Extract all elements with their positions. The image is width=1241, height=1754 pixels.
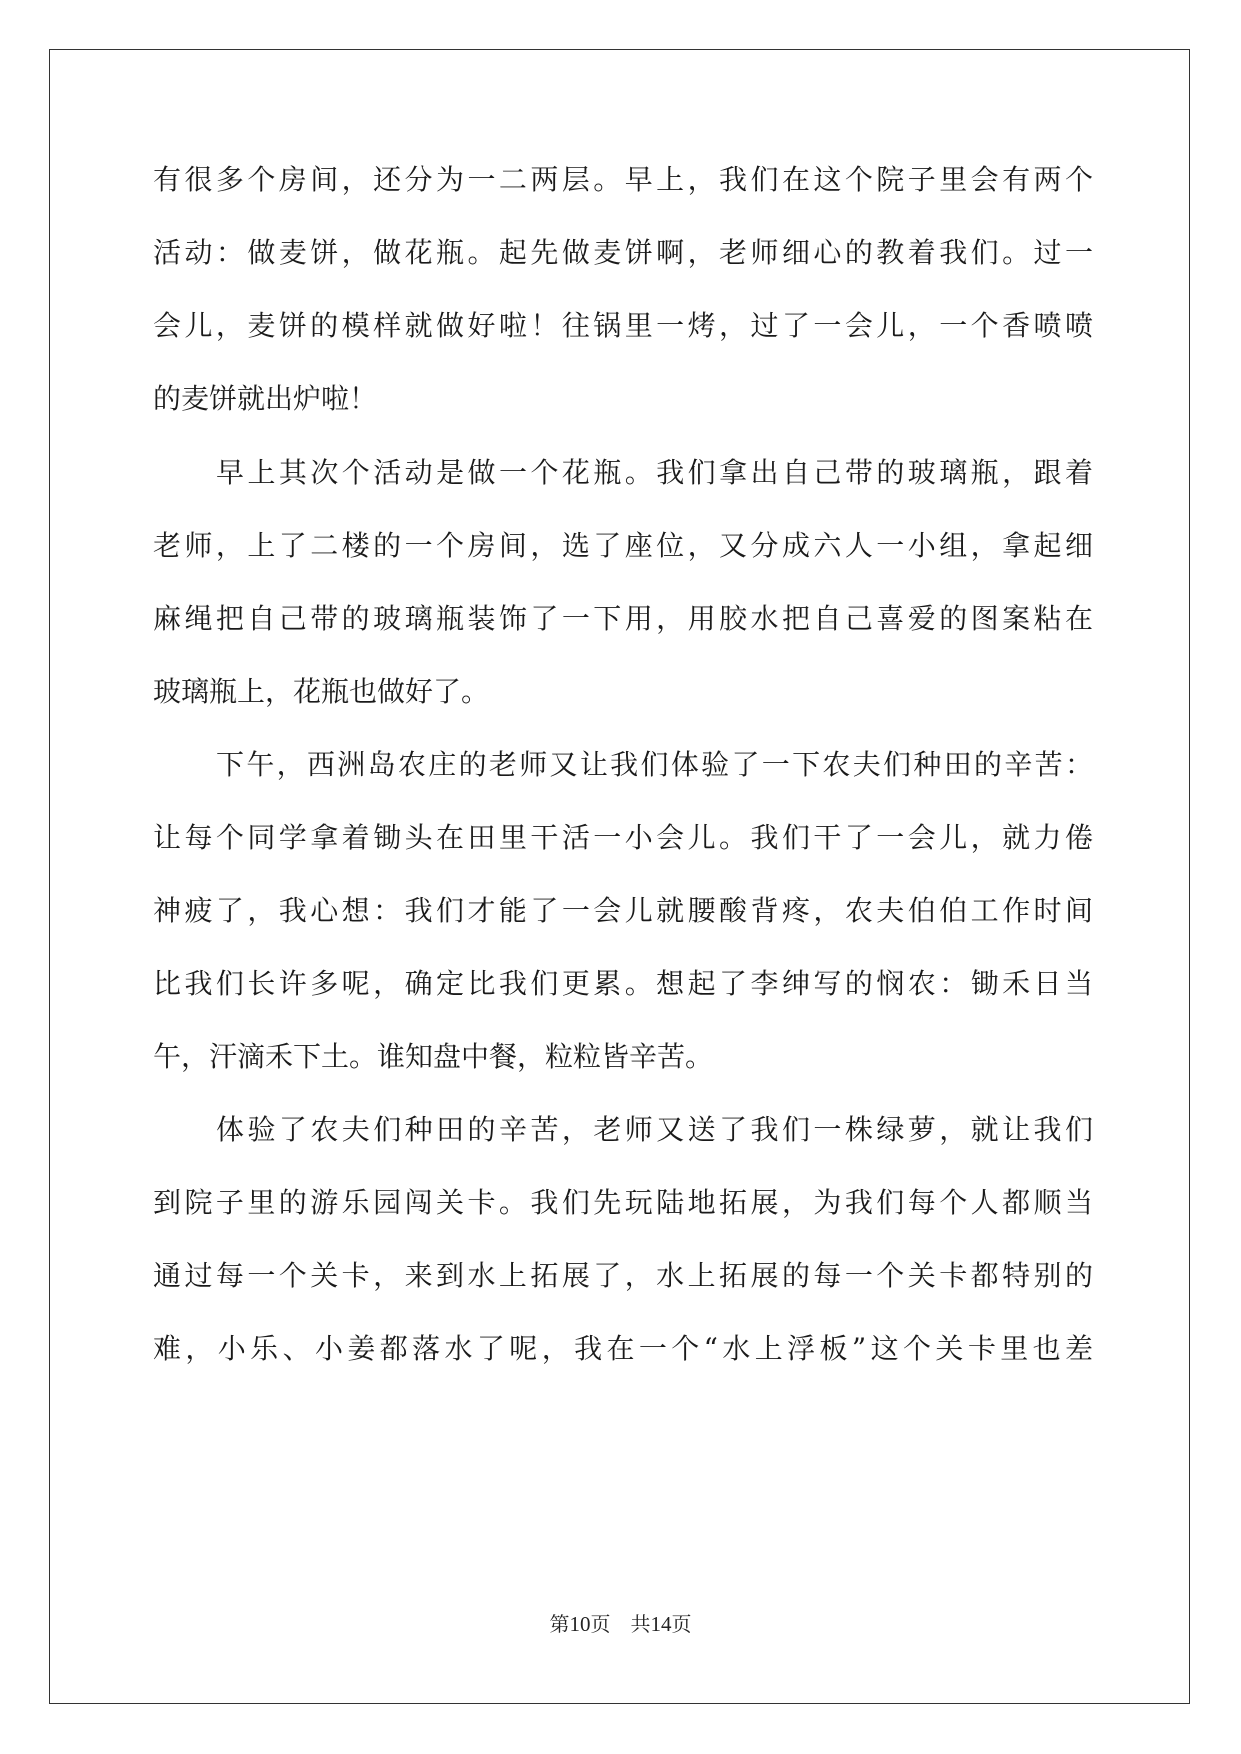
paragraph-first-line: 体验了农夫们种田的辛苦，老师又送了我们一株绿萝，就让我们 bbox=[216, 1113, 1093, 1146]
text-line: 到院子里的游乐园闯关卡。我们先玩陆地拓展，为我们每个人都顺当 bbox=[153, 1186, 1093, 1219]
text-line: 有很多个房间，还分为一二两层。早上，我们在这个院子里会有两个 bbox=[153, 163, 1093, 196]
total-label-prefix: 共 bbox=[630, 1612, 651, 1636]
page-border bbox=[49, 49, 1190, 1704]
total-page-count: 14 bbox=[650, 1612, 672, 1636]
text-line: 活动：做麦饼，做花瓶。起先做麦饼啊，老师细心的教着我们。过一 bbox=[153, 236, 1093, 269]
current-page-number: 10 bbox=[569, 1612, 591, 1636]
text-line: 通过每一个关卡，来到水上拓展了，水上拓展的每一个关卡都特别的 bbox=[153, 1259, 1093, 1292]
text-line: 午，汗滴禾下土。谁知盘中餐，粒粒皆辛苦。 bbox=[153, 1040, 714, 1073]
page-footer bbox=[0, 1612, 1241, 1636]
text-line: 神疲了，我心想：我们才能了一会儿就腰酸背疼，农夫伯伯工作时间 bbox=[153, 894, 1093, 927]
paragraph-first-line: 下午，西洲岛农庄的老师又让我们体验了一下农夫们种田的辛苦： bbox=[216, 748, 1093, 781]
text-line: 比我们长许多呢，确定比我们更累。想起了李绅写的悯农：锄禾日当 bbox=[153, 967, 1093, 1000]
text-line: 的麦饼就出炉啦！ bbox=[153, 382, 378, 415]
total-label-suffix: 页 bbox=[671, 1612, 692, 1636]
text-line: 难，小乐、小姜都落水了呢，我在一个“水上浮板”这个关卡里也差 bbox=[153, 1332, 1093, 1365]
page-label-suffix: 页 bbox=[590, 1612, 611, 1636]
text-line: 会儿，麦饼的模样就做好啦！往锅里一烤，过了一会儿，一个香喷喷 bbox=[153, 309, 1093, 342]
page-label-prefix: 第 bbox=[549, 1612, 570, 1636]
text-line: 麻绳把自己带的玻璃瓶装饰了一下用，用胶水把自己喜爱的图案粘在 bbox=[153, 602, 1093, 635]
paragraph-first-line: 早上其次个活动是做一个花瓶。我们拿出自己带的玻璃瓶，跟着 bbox=[216, 456, 1093, 489]
text-line: 玻璃瓶上，花瓶也做好了。 bbox=[153, 675, 490, 708]
text-line: 老师，上了二楼的一个房间，选了座位，又分成六人一小组，拿起细 bbox=[153, 529, 1093, 562]
text-line: 让每个同学拿着锄头在田里干活一小会儿。我们干了一会儿，就力倦 bbox=[153, 821, 1093, 854]
